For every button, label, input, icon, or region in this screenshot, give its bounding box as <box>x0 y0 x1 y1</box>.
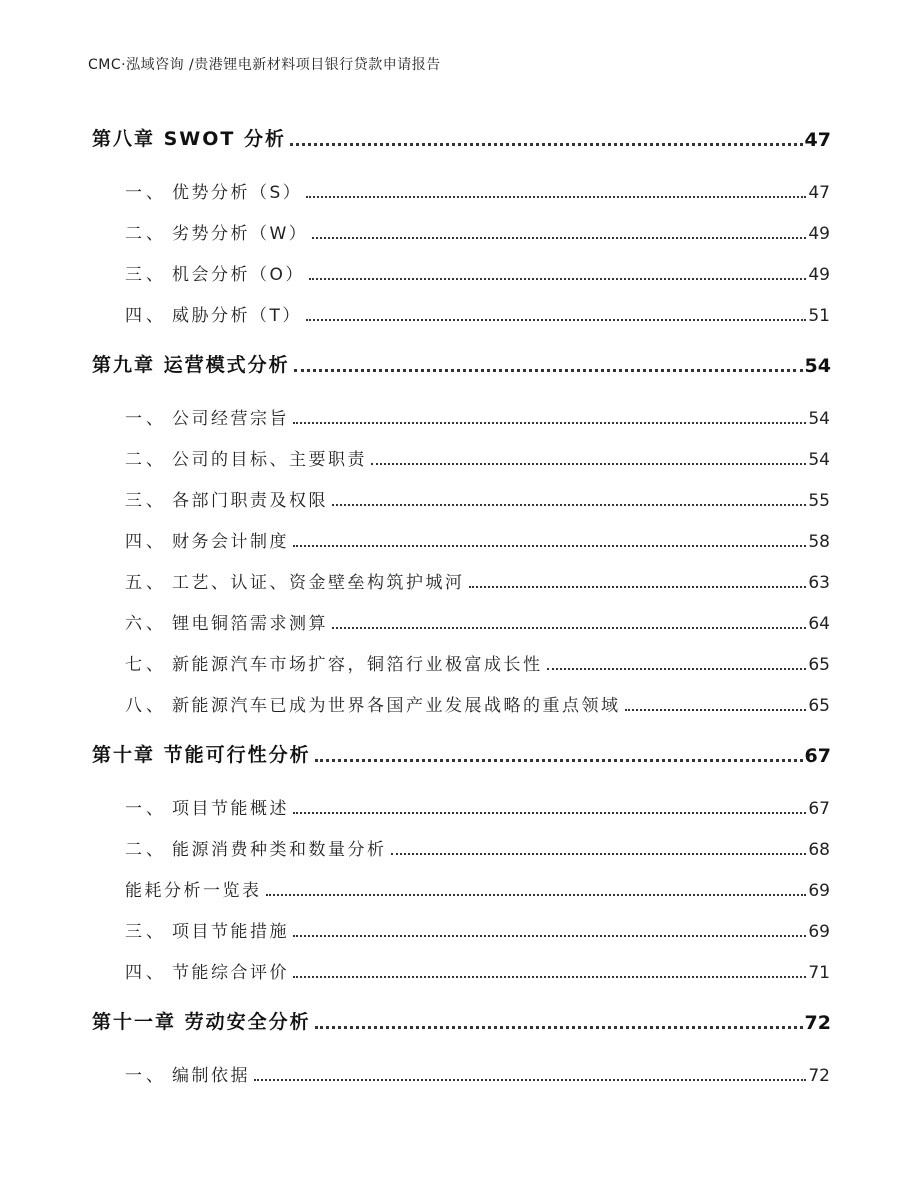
toc-entry-title: 锂电铜箔需求测算 <box>172 614 328 634</box>
toc-leader-dots <box>625 709 807 711</box>
toc-entry-title: 工艺、认证、资金壁垒构筑护城河 <box>172 573 465 593</box>
toc-entry-title: 能源消费种类和数量分析 <box>172 840 387 860</box>
toc-leader-dots <box>315 759 803 762</box>
toc-entry-number: 一、 <box>125 409 167 429</box>
toc-entry-title: 第十一章 劳动安全分析 <box>92 1011 311 1033</box>
toc-page-number: 54 <box>808 450 830 470</box>
toc-leader-dots <box>332 627 806 629</box>
toc-page-number: 69 <box>808 922 830 942</box>
toc-section-entry[interactable] <box>0 522 920 552</box>
toc-page-number: 47 <box>804 129 831 151</box>
toc-entry-title: 劣势分析（W） <box>172 224 309 244</box>
toc-page-number: 65 <box>808 696 830 716</box>
toc-leader-dots <box>469 586 807 588</box>
toc-leader-dots <box>294 369 803 372</box>
toc-section-entry[interactable] <box>0 1056 920 1086</box>
toc-page-number: 65 <box>808 655 830 675</box>
toc-entry-title: 第八章 SWOT 分析 <box>92 128 286 150</box>
toc-entry-number: 八、 <box>125 696 167 716</box>
toc-section-entry[interactable] <box>0 214 920 244</box>
toc-leader-dots <box>290 143 803 146</box>
toc-entry-title: 节能综合评价 <box>172 963 289 983</box>
toc-page-number: 58 <box>808 532 830 552</box>
toc-leader-dots <box>266 894 807 896</box>
toc-page-number: 71 <box>808 963 830 983</box>
toc-entry-number: 三、 <box>125 491 167 511</box>
toc-section-entry[interactable] <box>0 563 920 593</box>
toc-page-number: 51 <box>808 306 830 326</box>
toc-section-entry[interactable] <box>0 399 920 429</box>
toc-page-number: 54 <box>808 409 830 429</box>
toc-section-entry[interactable] <box>0 296 920 326</box>
toc-page-number: 47 <box>808 183 830 203</box>
toc-chapter-entry[interactable] <box>0 1004 920 1034</box>
toc-entry-number: 六、 <box>125 614 167 634</box>
toc-leader-dots <box>293 935 806 937</box>
toc-entry-title: 新能源汽车已成为世界各国产业发展战略的重点领域 <box>172 696 621 716</box>
toc-leader-dots <box>309 278 806 280</box>
toc-entry-number: 一、 <box>125 799 167 819</box>
toc-page-number: 63 <box>808 573 830 593</box>
toc-entry-number: 三、 <box>125 922 167 942</box>
toc-page-number: 72 <box>808 1066 830 1086</box>
toc-page-number: 49 <box>808 224 830 244</box>
toc-leader-dots <box>547 668 807 670</box>
toc-page-number: 49 <box>808 265 830 285</box>
toc-entry-title: 优势分析（S） <box>172 183 303 203</box>
toc-section-entry[interactable] <box>0 255 920 285</box>
toc-page-number: 55 <box>808 491 830 511</box>
toc-entry-title: 新能源汽车市场扩容，铜箔行业极富成长性 <box>172 655 543 675</box>
toc-leader-dots <box>293 422 806 424</box>
toc-entry-number: 四、 <box>125 963 167 983</box>
toc-entry-title: 能耗分析一览表 <box>125 881 262 901</box>
toc-page-number: 67 <box>808 799 830 819</box>
toc-chapter-entry[interactable] <box>0 121 920 151</box>
toc-page-number: 64 <box>808 614 830 634</box>
toc-page-number: 69 <box>808 881 830 901</box>
toc-entry-number: 三、 <box>125 265 167 285</box>
toc-section-entry[interactable] <box>0 604 920 634</box>
toc-entry-title: 第九章 运营模式分析 <box>92 354 290 376</box>
toc-page-number: 68 <box>808 840 830 860</box>
toc-entry-number: 二、 <box>125 840 167 860</box>
toc-entry-title: 公司的目标、主要职责 <box>172 450 367 470</box>
toc-entry-title: 财务会计制度 <box>172 532 289 552</box>
toc-entry-number: 五、 <box>125 573 167 593</box>
toc-entry-title: 机会分析（O） <box>172 265 305 285</box>
toc-entry-number: 四、 <box>125 532 167 552</box>
toc-section-entry[interactable] <box>0 871 920 901</box>
toc-section-entry[interactable] <box>0 686 920 716</box>
toc-section-entry[interactable] <box>0 953 920 983</box>
toc-leader-dots <box>371 463 806 465</box>
toc-entry-title: 项目节能措施 <box>172 922 289 942</box>
toc-entry-title: 公司经营宗旨 <box>172 409 289 429</box>
toc-section-entry[interactable] <box>0 912 920 942</box>
toc-entry-number: 七、 <box>125 655 167 675</box>
toc-leader-dots <box>391 853 807 855</box>
toc-entry-title: 各部门职责及权限 <box>172 491 328 511</box>
toc-leader-dots <box>315 1026 803 1029</box>
toc-section-entry[interactable] <box>0 830 920 860</box>
toc-entry-number: 二、 <box>125 224 167 244</box>
toc-page-number: 54 <box>804 355 831 377</box>
toc-page-number: 67 <box>804 745 831 767</box>
toc-leader-dots <box>306 319 806 321</box>
toc-leader-dots <box>293 812 806 814</box>
toc-section-entry[interactable] <box>0 173 920 203</box>
toc-section-entry[interactable] <box>0 440 920 470</box>
toc-chapter-entry[interactable] <box>0 737 920 767</box>
toc-leader-dots <box>332 504 806 506</box>
toc-section-entry[interactable] <box>0 789 920 819</box>
toc-entry-number: 一、 <box>125 1066 167 1086</box>
toc-entry-number: 四、 <box>125 306 167 326</box>
toc-leader-dots <box>254 1079 806 1081</box>
toc-entry-title: 编制依据 <box>172 1066 250 1086</box>
toc-entry-number: 二、 <box>125 450 167 470</box>
toc-leader-dots <box>312 237 806 239</box>
toc-entry-title: 项目节能概述 <box>172 799 289 819</box>
toc-entry-title: 第十章 节能可行性分析 <box>92 744 311 766</box>
toc-entry-title: 威胁分析（T） <box>172 306 302 326</box>
toc-section-entry[interactable] <box>0 645 920 675</box>
toc-section-entry[interactable] <box>0 481 920 511</box>
toc-leader-dots <box>293 545 806 547</box>
toc-chapter-entry[interactable] <box>0 347 920 377</box>
running-header: CMC·泓域咨询 /贵港锂电新材料项目银行贷款申请报告 <box>88 57 441 73</box>
toc-leader-dots <box>293 976 806 978</box>
toc-leader-dots <box>306 196 806 198</box>
toc-page-number: 72 <box>804 1012 831 1034</box>
toc-entry-number: 一、 <box>125 183 167 203</box>
